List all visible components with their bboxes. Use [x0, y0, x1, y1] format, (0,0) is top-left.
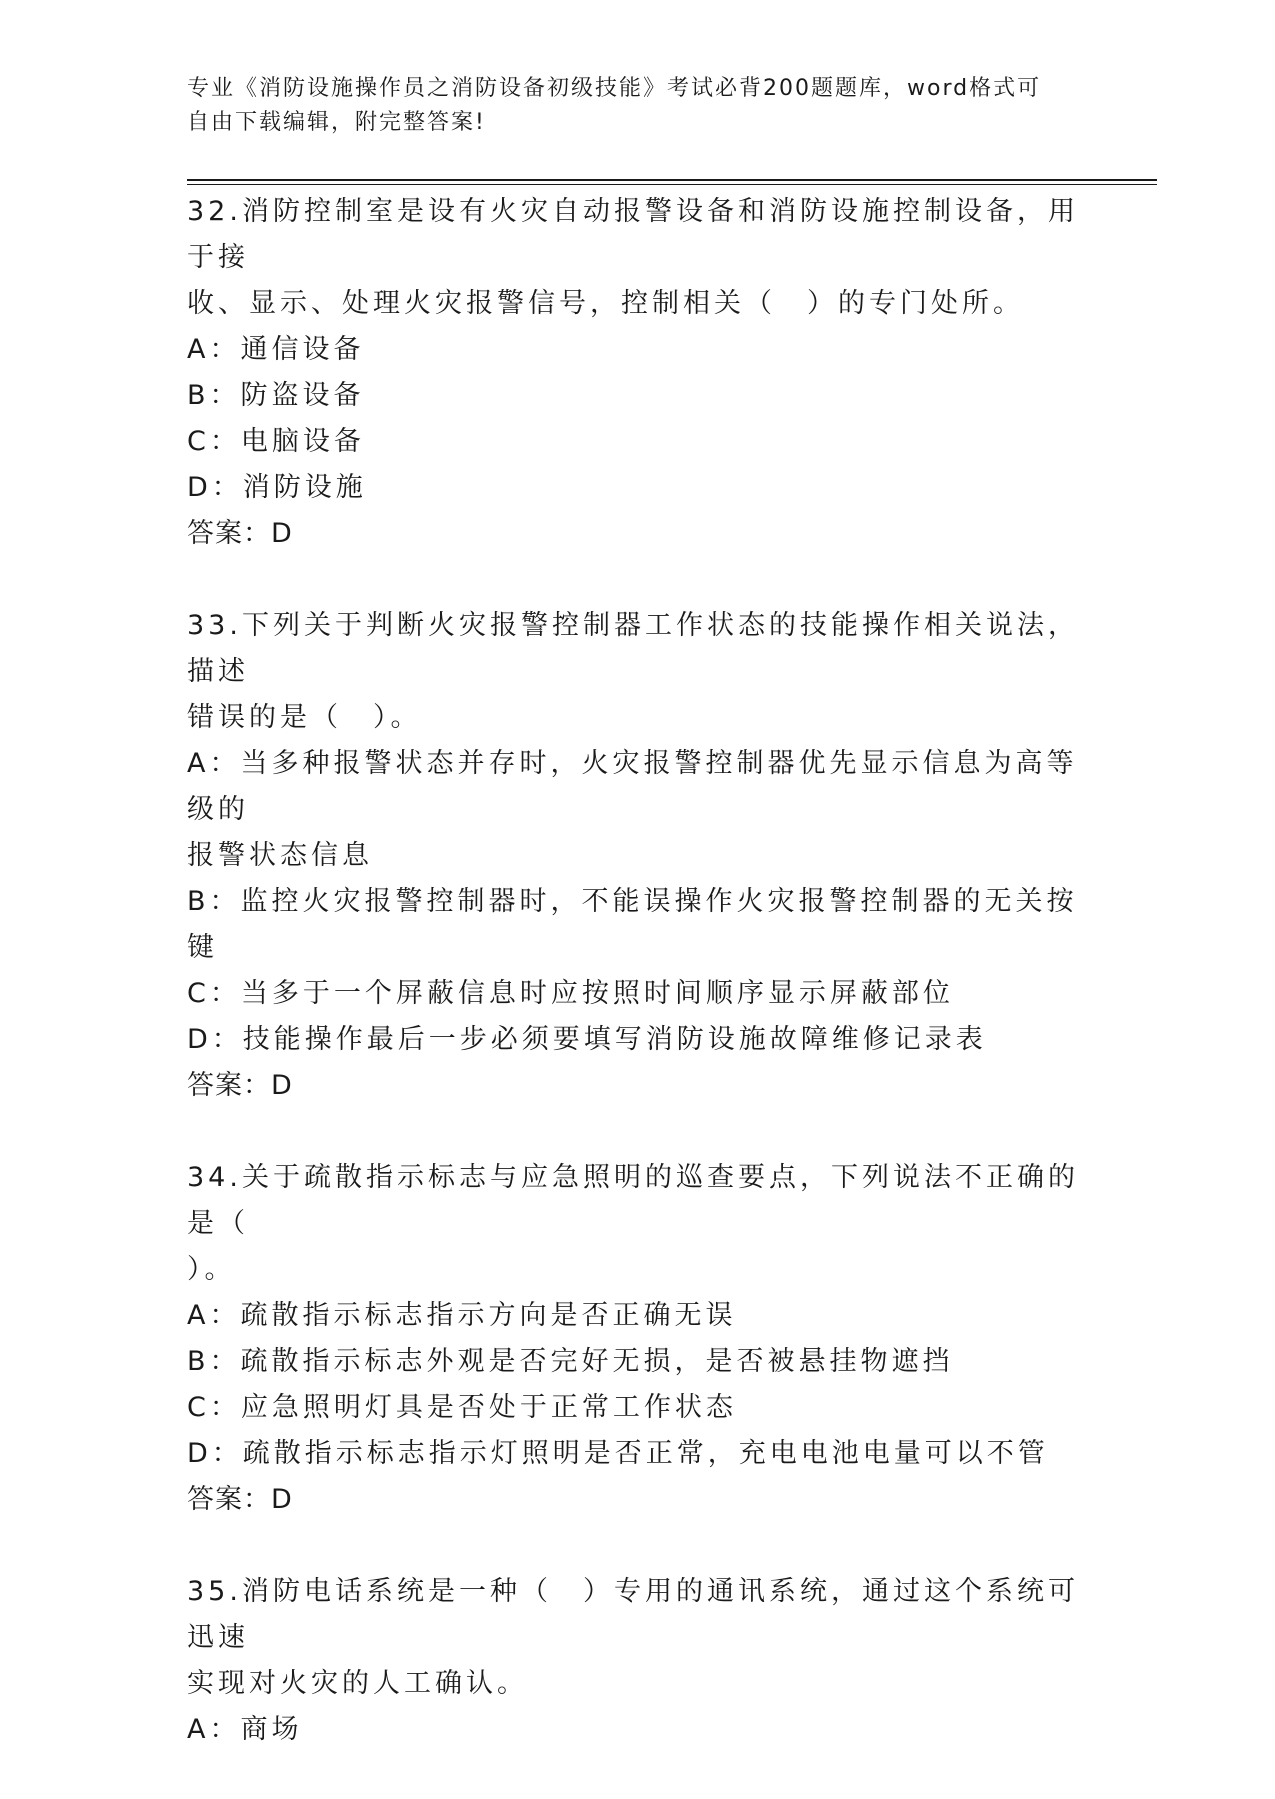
question-stem-line: 收、显示、处理火灾报警信号，控制相关（ ）的专门处所。	[187, 288, 1024, 319]
header-rule-thin	[187, 184, 1157, 185]
option-a: A：当多种报警状态并存时，火灾报警控制器优先显示信息为高等级的	[187, 748, 1078, 825]
option-a: A：通信设备	[187, 334, 365, 365]
option-a-continued: 报警状态信息	[187, 840, 373, 871]
question-33	[187, 603, 1087, 1109]
answer-line: 答案：D	[187, 1484, 293, 1515]
option-c: C：应急照明灯具是否处于正常工作状态	[187, 1392, 737, 1423]
question-stem-line: ）。	[187, 1254, 236, 1285]
question-list	[187, 189, 1087, 1799]
question-stem-line: 错误的是（ ）。	[187, 702, 422, 733]
option-d: D：疏散指示标志指示灯照明是否正常，充电电池电量可以不管	[187, 1438, 1049, 1469]
question-stem-line: 32.消防控制室是设有火灾自动报警设备和消防设施控制设备，用于接	[187, 196, 1079, 273]
document-header	[187, 72, 1067, 140]
question-stem-line: 实现对火灾的人工确认。	[187, 1668, 528, 1699]
option-b: B：疏散指示标志外观是否完好无损，是否被悬挂物遮挡	[187, 1346, 954, 1377]
header-rule-thick	[187, 179, 1157, 181]
option-c: C：电脑设备	[187, 426, 365, 457]
option-a: A：疏散指示标志指示方向是否正确无误	[187, 1300, 737, 1331]
option-b: B：防盗设备	[187, 380, 365, 411]
option-d: D：消防设施	[187, 472, 367, 503]
answer-line: 答案：D	[187, 1070, 293, 1101]
question-34	[187, 1155, 1087, 1523]
question-stem-line: 33.下列关于判断火灾报警控制器工作状态的技能操作相关说法，描述	[187, 610, 1079, 687]
option-a: A：商场	[187, 1714, 303, 1745]
option-d: D：技能操作最后一步必须要填写消防设施故障维修记录表	[187, 1024, 987, 1055]
option-c: C：当多于一个屏蔽信息时应按照时间顺序显示屏蔽部位	[187, 978, 954, 1009]
option-b: B：监控火灾报警控制器时，不能误操作火灾报警控制器的无关按键	[187, 886, 1078, 963]
header-line-2: 自由下载编辑，附完整答案!	[187, 110, 486, 135]
question-stem-line: 35.消防电话系统是一种（ ）专用的通讯系统，通过这个系统可迅速	[187, 1576, 1079, 1653]
question-stem-line: 34.关于疏散指示标志与应急照明的巡查要点，下列说法不正确的是（	[187, 1162, 1079, 1239]
question-35	[187, 1569, 1087, 1753]
header-line-1: 专业《消防设施操作员之消防设备初级技能》考试必背200题题库，word格式可	[187, 76, 1042, 101]
answer-line: 答案：D	[187, 518, 293, 549]
question-32	[187, 189, 1087, 557]
